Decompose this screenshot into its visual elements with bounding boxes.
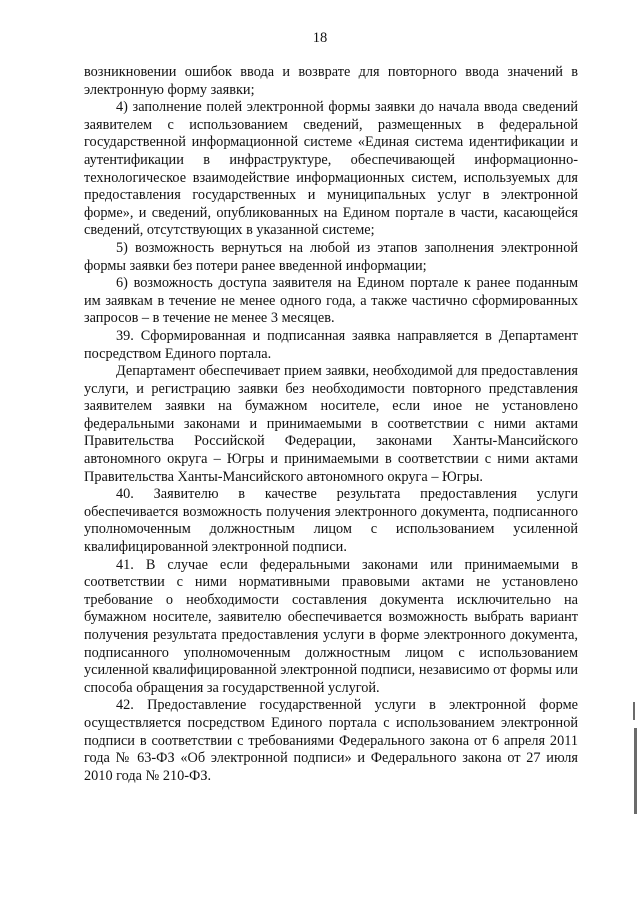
paragraph-42: 42. Предоставление государственной услуги в электронной форме осуществляется посредством Единого портала с использованием электронной подписи в соответствии с требованиями Федерального закона от 6 апреля 2011 года № 63-ФЗ «Об электронной подписи» и Федерального закона от 27 июля 2010 года № 210-ФЗ. xyxy=(84,697,578,784)
paragraph-41: 41. В случае если федеральными законами или принимаемыми в соответствии с ними нормативными правовыми актами не установлено требование о необходимости составления документа исключительно на бумажном носителе, заявителю обеспечивается возможность выбрать вариант получения результата предоставления услуги в форме электронного документа, подписанного уполномоченным должностным лицом с использованием усиленной квалифицированной электронной подписи, независимо от формы или способа обращения за государственной услугой. xyxy=(84,556,578,696)
paragraph-continuation: возникновении ошибок ввода и возврате для повторного ввода значений в электронную форму заявки; xyxy=(84,64,578,98)
paragraph-item-4: 4) заполнение полей электронной формы заявки до начала ввода сведений заявителем с использованием сведений, размещенных в федеральной государственной информационной системе «Единая система идентификации и аутентификации в инфраструктуре, обеспечивающей информационно-технологическое взаимодействие информационных систем, используемых для предоставления государственных и муниципальных услуг в электронной форме», и сведений, опубликованных на Едином портале в части, касающейся сведений, отсутствующих в указанной системе; xyxy=(84,99,578,239)
paragraph-39: 39. Сформированная и подписанная заявка направляется в Департамент посредством Единого портала. xyxy=(84,327,578,362)
document-body xyxy=(84,64,578,785)
page-number: 18 xyxy=(312,30,328,46)
scan-edge-mark xyxy=(633,702,635,720)
scan-edge-mark xyxy=(634,728,637,814)
paragraph-40: 40. Заявителю в качестве результата предоставления услуги обеспечивается возможность получения электронного документа, подписанного уполномоченным должностным лицом с использованием усиленной квалифицированной электронной подписи. xyxy=(84,486,578,556)
paragraph-item-5: 5) возможность вернуться на любой из этапов заполнения электронной формы заявки без потери ранее введенной информации; xyxy=(84,239,578,274)
paragraph-item-6: 6) возможность доступа заявителя на Едином портале к ранее поданным им заявкам в течение не менее одного года, а также частично сформированных запросов – в течение не менее 3 месяцев. xyxy=(84,275,578,327)
paragraph-39-department: Департамент обеспечивает прием заявки, необходимой для предоставления услуги, и регистрацию заявки без необходимости повторного представления заявителем заявки на бумажном носителе, если иное не установлено федеральными законами и принимаемыми в соответствии с ними актами Правительства Российской Федерации, законами Ханты-Мансийского автономного округа – Югры и принимаемыми в соответствии с ними актами Правительства Ханты-Мансийского автономного округа – Югры. xyxy=(84,363,578,485)
